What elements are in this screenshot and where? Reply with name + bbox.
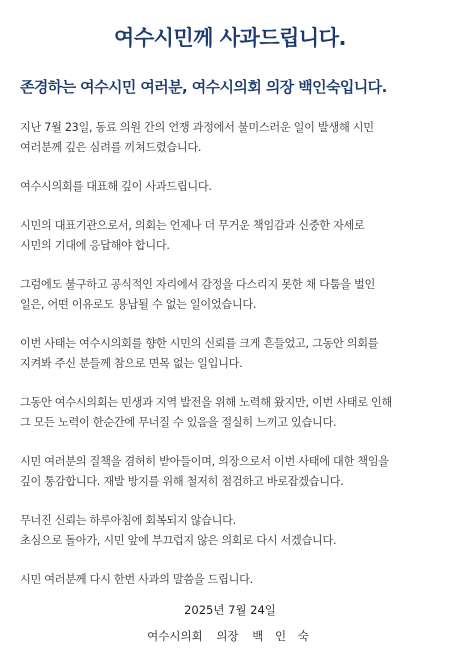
letter-paragraph [20,511,440,551]
paragraph-line: 시민의 기대에 응답해야 합니다. [20,239,170,252]
paragraph-line: 그럼에도 불구하고 공식적인 자리에서 감정을 다스리지 못한 채 다툼을 벌인 [20,278,376,291]
letter-paragraph [20,275,440,315]
letter-paragraph [20,393,440,433]
letter-paragraph [20,452,440,492]
paragraph-line: 여수시의회를 대표해 깊이 사과드립니다. [20,180,212,193]
paragraph-line: 여러분께 깊은 심려를 끼쳐드렸습니다. [20,141,202,154]
paragraph-line: 무너진 신뢰는 하루아침에 회복되지 않습니다. [20,514,236,527]
signature-role: 의장 [216,629,239,643]
letter-paragraph [20,216,440,256]
letter-paragraph [20,570,440,590]
paragraph-line: 일은, 어떤 이유로도 용납될 수 없는 일이었습니다. [20,298,257,311]
signature-name: 백 인 숙 [252,629,313,643]
letter-date: 2025년 7월 24일 [184,603,276,617]
letter-paragraph [20,334,440,374]
paragraph-line: 그동안 여수시의회는 민생과 지역 발전을 위해 노력해 왔지만, 이번 사태로 인해 [20,396,393,409]
paragraph-line: 지난 7월 23일, 동료 의원 간의 언쟁 과정에서 불미스러운 일이 발생해 시민 [20,121,374,134]
letter-signature [0,628,460,644]
paragraph-line: 깊이 통감합니다. 재발 방지를 위해 철저히 점검하고 바로잡겠습니다. [20,475,344,488]
paragraph-line: 이번 사태는 여수시의회를 향한 시민의 신뢰를 크게 흔들었고, 그동안 의회를 [20,337,379,350]
letter-paragraph [20,177,440,197]
paragraph-line: 시민 여러분께 다시 한번 사과의 말씀을 드립니다. [20,573,253,586]
paragraph-line: 초심으로 돌아가, 시민 앞에 부끄럽지 않은 의회로 다시 서겠습니다. [20,534,337,547]
letter-body [20,118,440,609]
letter-greeting: 존경하는 여수시민 여러분, 여수시의회 의장 백인숙입니다. [20,78,387,96]
letter-paragraph [20,118,440,158]
letter-title: 여수시민께 사과드립니다. [114,26,346,50]
paragraph-line: 시민 여러분의 질책을 겸허히 받아들이며, 의장으로서 이번 사태에 대한 책임을 [20,455,389,468]
signature-organization: 여수시의회 [147,629,203,643]
paragraph-line: 지켜봐 주신 분들께 참으로 면목 없는 일입니다. [20,357,243,370]
paragraph-line: 시민의 대표기관으로서, 의회는 언제나 더 무거운 책임감과 신중한 자세로 [20,219,365,232]
paragraph-line: 그 모든 노력이 한순간에 무너질 수 있음을 절실히 느끼고 있습니다. [20,416,337,429]
